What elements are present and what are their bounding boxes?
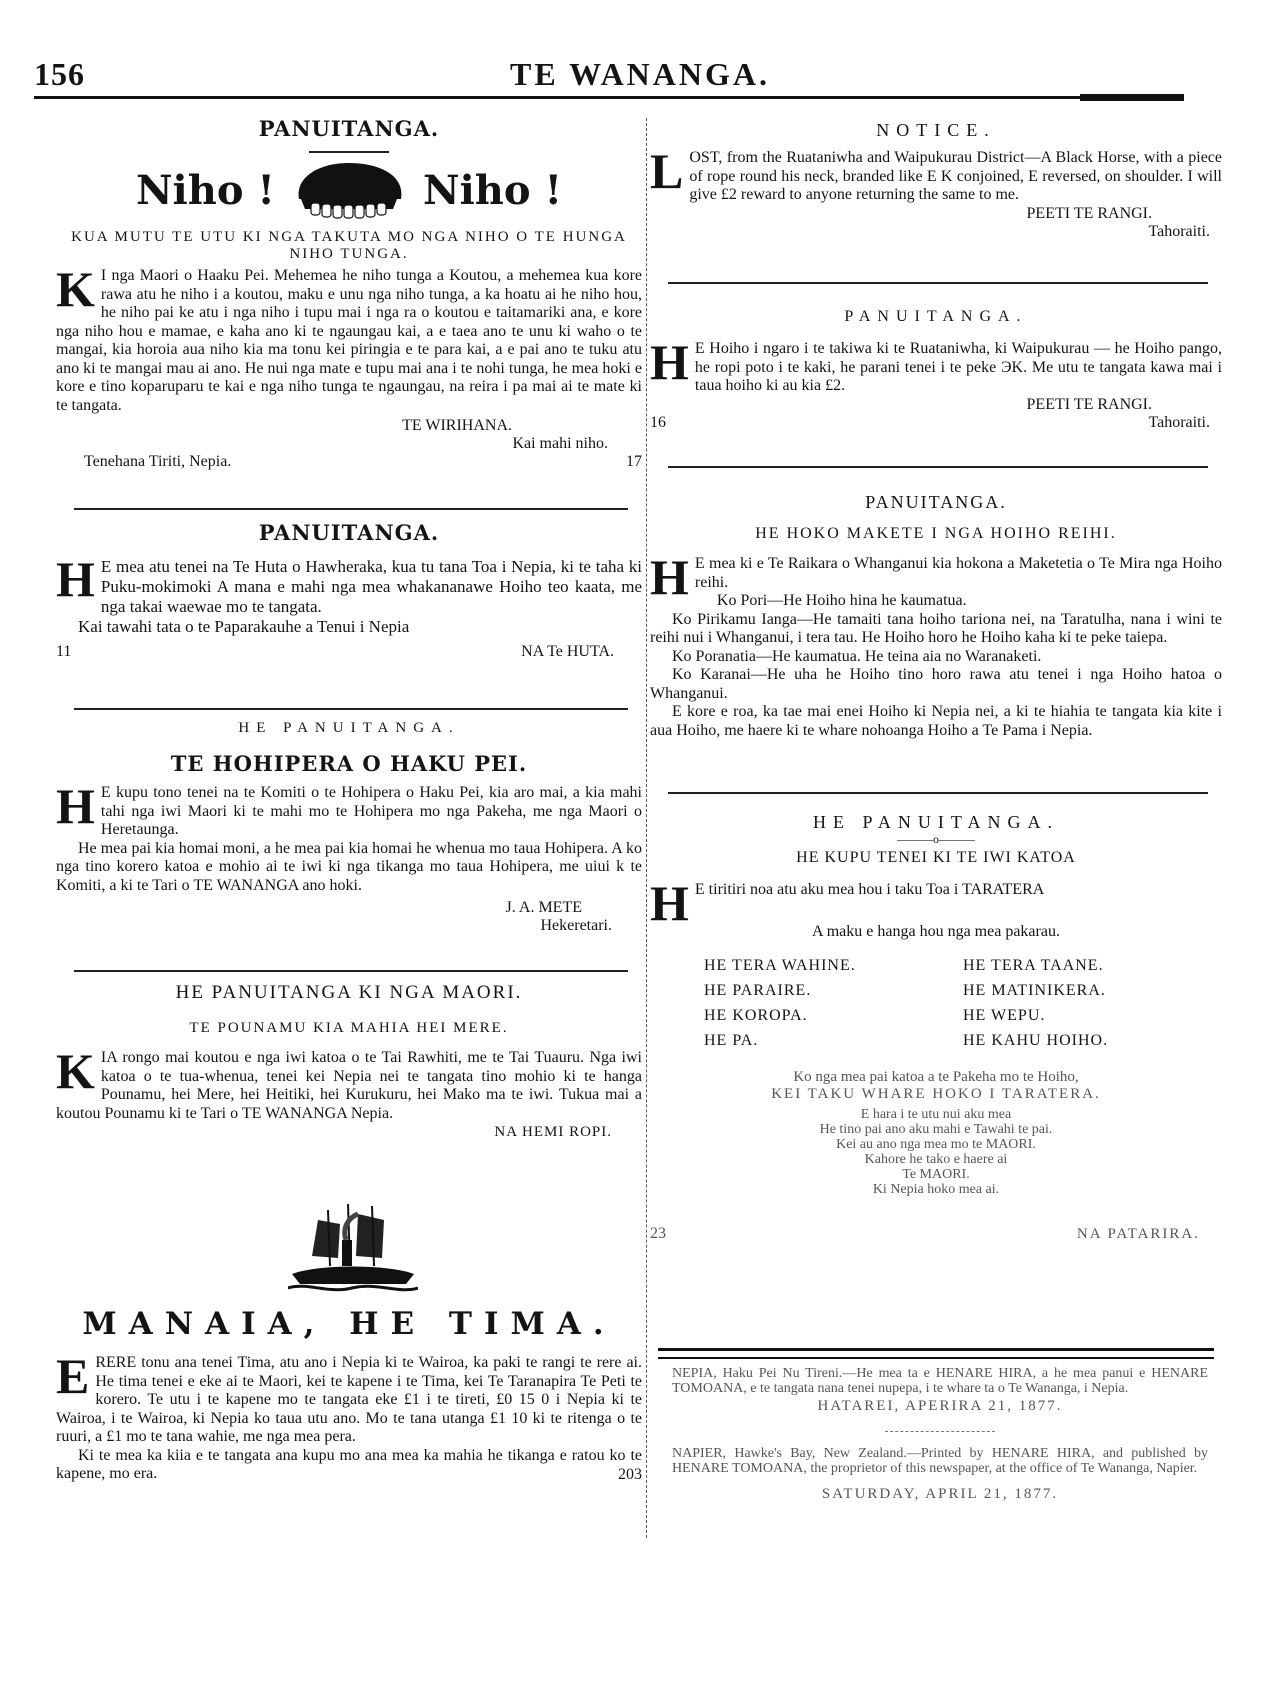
column-divider (646, 118, 648, 1538)
taratera-advert (650, 812, 1222, 1243)
taratera-line-10: Ki Nepia hoko mea ai. (872, 1182, 1000, 1197)
hohipera-signature-title: Hekeretari. (540, 917, 612, 934)
taratera-intro: E tiritiri noa atu aku mea hou i taku Toa i TARATERA (694, 881, 1045, 898)
tima-body-2: Ki te mea ka kiia e te tangata ana kupu mo ana mea ka mahia he tikanga e ratou ko te kapene, mo era. (56, 1446, 642, 1482)
hoiho-ngaro-body-text (650, 334, 1222, 396)
huta-ref: 11 (56, 643, 72, 660)
niho-advert (56, 116, 642, 471)
niho-title-row (56, 159, 642, 221)
huta-body-2: Kai tawahi tata o te Paparakauhe a Tenui i Nepia (78, 617, 410, 636)
niho-subheading: KUA MUTU TE UTU KI NGA TAKUTA MO NGA NIHO O TE HUNGA NIHO TUNGA. (71, 229, 627, 262)
niho-word-left: Niho ! (135, 166, 275, 214)
rule-right-1 (668, 282, 1208, 284)
huta-drop-cap: H (56, 551, 95, 607)
hoiho-reihi-closing: E kore e roa, ka tae mai enei Hoiho ki Nepia nei, a ki te hiahia te tangata kia kite i aua Hoiho, me haere ki te whare nohoanga Hoiho a Te Pama i Nepia. (650, 703, 1222, 739)
imprint-rule (658, 1348, 1214, 1359)
hoiho-ngaro-ref: 16 (650, 413, 666, 431)
niho-heading: PANUITANGA. (258, 116, 440, 141)
hoiho-ngaro-body: E Hoiho i ngaro i te takiwa ki te Ruataniwha, ki Waipukurau — he Hoiho pango, he ropi poto i te kaki, he parani tenei i te peke ЭK. Me utu te tangata kawa mai i taua hoiho ki au kia £2. (694, 340, 1222, 394)
taratera-goods-item: HE PA. (704, 1032, 759, 1049)
notice-body-text (650, 143, 1222, 205)
niho-ref: 17 (626, 453, 642, 470)
taratera-goods-item: HE TERA TAANE. (963, 957, 1104, 974)
hoiho-ngaro-place: Tahoraiti. (1148, 413, 1210, 431)
taratera-line-5: E hara i te utu nui aku mea (860, 1107, 1012, 1122)
huta-body-text (56, 551, 642, 617)
hohipera-body-text (56, 778, 642, 840)
tima-advert (56, 1306, 642, 1484)
pounamu-drop-cap: K (56, 1043, 95, 1099)
dentures-icon (289, 159, 409, 221)
hoiho-reihi-subheading: HE HOKO MAKETE I NGA HOIHO REIHI. (755, 525, 1117, 542)
niho-drop-cap: K (56, 261, 95, 317)
rule-left-2 (74, 708, 628, 710)
taratera-subheading: HE KUPU TENEI KI TE IWI KATOA (796, 849, 1076, 866)
pounamu-signature: NA HEMI ROPI. (494, 1124, 612, 1140)
taratera-goods-item: HE PARAIRE. (704, 982, 812, 999)
hoiho-reihi-item: Ko Pirikamu Ianga—He tamaiti tana hoiho tariona nei, na Taratulha, nana i wini te reihi nui i Whanganui, i tera tau. He Hoiho horo he Hoiho kaha ki te peke taiepa. (650, 610, 1222, 646)
taratera-line-7: Kei au ano nga mea mo te MAORI. (836, 1137, 1036, 1152)
hoiho-ngaro-heading: PANUITANGA. (844, 308, 1028, 325)
imprint-divider (885, 1431, 995, 1432)
pounamu-body: IA rongo mai koutou e nga iwi katoa o te Tai Rawhiti, me te Tai Tuauru. Nga iwi katoa o te tua-whenua, tenei kei Nepia nei te tangata tino mohio ki te hanga Pounamu, hei Mere, hei Heitiki, hei Kurukuru, hei Mako ma te iwi. Tukua mai a koutou Pounamu ki te Tari o TE WANANGA Nepia. (56, 1049, 642, 1122)
hohipera-drop-cap: H (56, 778, 95, 834)
pounamu-advert (56, 982, 642, 1141)
hoiho-reihi-intro: E mea ki e Te Raikara o Whanganui kia hokona a Maketetia o Te Mira nga Hoiho reihi. (694, 555, 1222, 591)
tima-body: RERE tonu ana tenei Tima, atu ano i Nepia ki te Wairoa, ka paki te rangi te rere ai. He tima tenei e eke ai te Maori, kei te kapene i te Tima, kei Te Taranapira Te Peti te korero. Te utu i te kapene mo te tangata eke £1 i te tireti, £0 15 0 i Nepia ki te Wairoa, i te Wairoa, ki Nepia ko taua utu ano. Mo te tana utanga £1 10 ki te ritenga o te ruuri, a £1 mo te tana wahie, me nga mea pera. (56, 1354, 642, 1445)
taratera-goods-item: HE KOROPA. (704, 1007, 808, 1024)
taratera-line-4: KEI TAKU WHARE HOKO I TARATERA. (771, 1086, 1101, 1102)
hohipera-heading-small: HE PANUITANGA. (238, 720, 460, 736)
steamship-icon (288, 1200, 418, 1296)
hoiho-reihi-heading: PANUITANGA. (865, 492, 1007, 512)
taratera-goods-item: HE KAHU HOIHO. (963, 1032, 1109, 1049)
taratera-ref: 23 (650, 1225, 666, 1242)
masthead-rule (34, 96, 1184, 99)
taratera-heading: HE PANUITANGA. (813, 812, 1059, 832)
notice-place: Tahoraiti. (1148, 222, 1210, 240)
hohipera-body: E kupu tono tenei na te Komiti o te Hohipera o Haku Pei, kia aro mai, a kia mahi tahi nga iwi Maori ki te mahi mo te Hohipera mo nga Pakeha, me nga Maori o Heretaunga. (100, 784, 642, 838)
rule-right-2 (668, 466, 1208, 468)
imprint-block (650, 1366, 1222, 1503)
pounamu-subheading: TE POUNAMU KIA MAHIA HEI MERE. (189, 1020, 509, 1036)
imprint-english-date: SATURDAY, APRIL 21, 1877. (821, 1486, 1059, 1502)
huta-footer (56, 637, 642, 661)
hohipera-heading: TE HOHIPERA O HAKU PEI. (170, 751, 528, 776)
huta-body: E mea atu tenei na Te Huta o Hawheraka, kua tu tana Toa i Nepia, ki te taha ki Puku-mokimoki A mana e mahi nga mea whakananawe Hoiho teo kaata, me nga takai waewae mo te tangata. (100, 557, 642, 616)
hoiho-reihi-item: Ko Pori—He Hoiho hina he kaumatua. (716, 592, 967, 609)
huta-advert (56, 520, 642, 661)
notice-body: OST, from the Ruataniwha and Waipukurau District—A Black Horse, with a piece of rope round his neck, branded like E K conjoined, E reversed, on shoulder. I will give £2 reward to anyone returning the same to me. (689, 149, 1222, 203)
hohipera-advert (56, 720, 642, 935)
hoiho-ngaro-signature: PEETI TE RANGI. (1026, 395, 1152, 413)
huta-signature: NA Te HUTA. (521, 643, 614, 660)
hoiho-ngaro-footer (650, 414, 1222, 432)
rule-right-3 (668, 792, 1208, 794)
taratera-goods-item: HE WEPU. (963, 1007, 1046, 1024)
niho-body-text (56, 261, 642, 415)
niho-address: Tenehana Tiriti, Nepia. (84, 453, 232, 470)
niho-word-right: Niho ! (423, 166, 563, 214)
imprint-maori-date: HATAREI, APERIRA 21, 1877. (817, 1398, 1063, 1414)
niho-signature: TE WIRIHANA. (402, 417, 512, 434)
imprint-english: NAPIER, Hawke's Bay, New Zealand.—Printed by HENARE HIRA, and published by HENARE TOMOANA, the proprietor of this newspaper, at the office of Te Wananga, Napier. (672, 1446, 1208, 1476)
taratera-goods-item: HE TERA WAHINE. (704, 957, 856, 974)
tima-title: MANAIA, HE TIMA. (82, 1306, 616, 1342)
notice-signature: PEETI TE RANGI. (1026, 204, 1152, 222)
hoiho-reihi-item: Ko Poranatia—He kaumatua. He teina aia no Waranaketi. (672, 647, 1042, 665)
rule-left-1 (74, 508, 628, 510)
notice-advert (650, 120, 1222, 241)
huta-heading: PANUITANGA. (258, 520, 440, 545)
rule-left-3 (74, 970, 628, 972)
hoiho-ngaro-drop-cap: H (650, 334, 689, 390)
niho-signature-title: Kai mahi niho. (512, 435, 608, 452)
niho-footer (56, 453, 642, 471)
taratera-body-text (650, 875, 1222, 931)
notice-heading: NOTICE. (876, 120, 996, 140)
niho-heading-rule (309, 151, 389, 153)
masthead-rule-thick (1080, 94, 1184, 101)
niho-body: I nga Maori o Haaku Pei. Mehemea he niho tunga a Koutou, a mehemea kua kore rawa atu he niho i a koutou, maku e unu nga niho tunga, a ka hoatu ai he niho hou, he niho pai ke atu i nga niho i tupu mai i nga ra o koutou e taitamariki ana, e kore nga niho hou e mamae, e kaha ano ki te ngaungau kai, a e taea ano te unu ki waho o te mangai, kia horoia aua niho kia ma tonu kei piringia e te para kai, a e pai ano te tuku atu ano ki te mangai mau ai ano. He nui nga mate e tupu mai ana i te nohi tunga, he mea hoki e kore e tino koparuparu te kai e nga niho tunga te ngaungau, na reira i pa mai ai te mate ki te tangata. (56, 267, 642, 414)
hohipera-body-2: He mea pai kia homai moni, a he mea pai kia homai he whenua mo taua Hohipera. A ko nga tino korero katoa e mohio ai te iwi ki nga tikanga mo taua Hohipera, me uiui k te Komiti, a ki te Tari o TE WANANGA ano hoki. (56, 839, 642, 894)
taratera-goods-item: HE MATINIKERA. (963, 982, 1106, 999)
taratera-goods-list (650, 953, 1222, 1053)
pounamu-body-text (56, 1043, 642, 1123)
taratera-line-3: Ko nga mea pai katoa a te Pakeha mo te Hoiho, (793, 1069, 1079, 1085)
taratera-line-2: A maku e hanga hou nga mea pakarau. (812, 923, 1060, 940)
tima-drop-cap: E (56, 1348, 90, 1404)
hoiho-reihi-item: Ko Karanai—He uha he Hoiho tino horo rawa atu tenei i nga Hoiho hatoa o Whanganui. (650, 666, 1222, 702)
hoiho-ngaro-advert (650, 308, 1222, 432)
taratera-signature: NA PATARIRA. (1076, 1226, 1200, 1242)
hohipera-signature: J. A. METE (505, 899, 582, 916)
notice-drop-cap: L (650, 143, 684, 199)
tima-body-text (56, 1348, 642, 1447)
taratera-line-8: Kahore he tako e haere ai (864, 1152, 1008, 1167)
hoiho-reihi-advert (650, 492, 1222, 740)
hoiho-reihi-drop-cap: H (650, 549, 689, 605)
taratera-ornament: ———o——— (897, 832, 975, 846)
masthead-title: TE WANANGA. (510, 56, 770, 92)
page-number: 156 (34, 56, 85, 92)
taratera-drop-cap: H (650, 875, 689, 931)
tima-ref: 203 (618, 1465, 642, 1483)
pounamu-heading: HE PANUITANGA KI NGA MAORI. (175, 982, 523, 1003)
taratera-line-6: He tino pai ano aku mahi e Tawahi te pai. (819, 1122, 1053, 1137)
imprint-maori: NEPIA, Haku Pei Nu Tireni.—He mea ta e HENARE HIRA, a he mea panui e HENARE TOMOANA, e te tangata nana tenei nupepa, i te whare ta o Te Wananga, i Nepia. (672, 1366, 1208, 1396)
taratera-footer (650, 1207, 1222, 1243)
taratera-line-9: Te MAORI. (902, 1167, 970, 1182)
